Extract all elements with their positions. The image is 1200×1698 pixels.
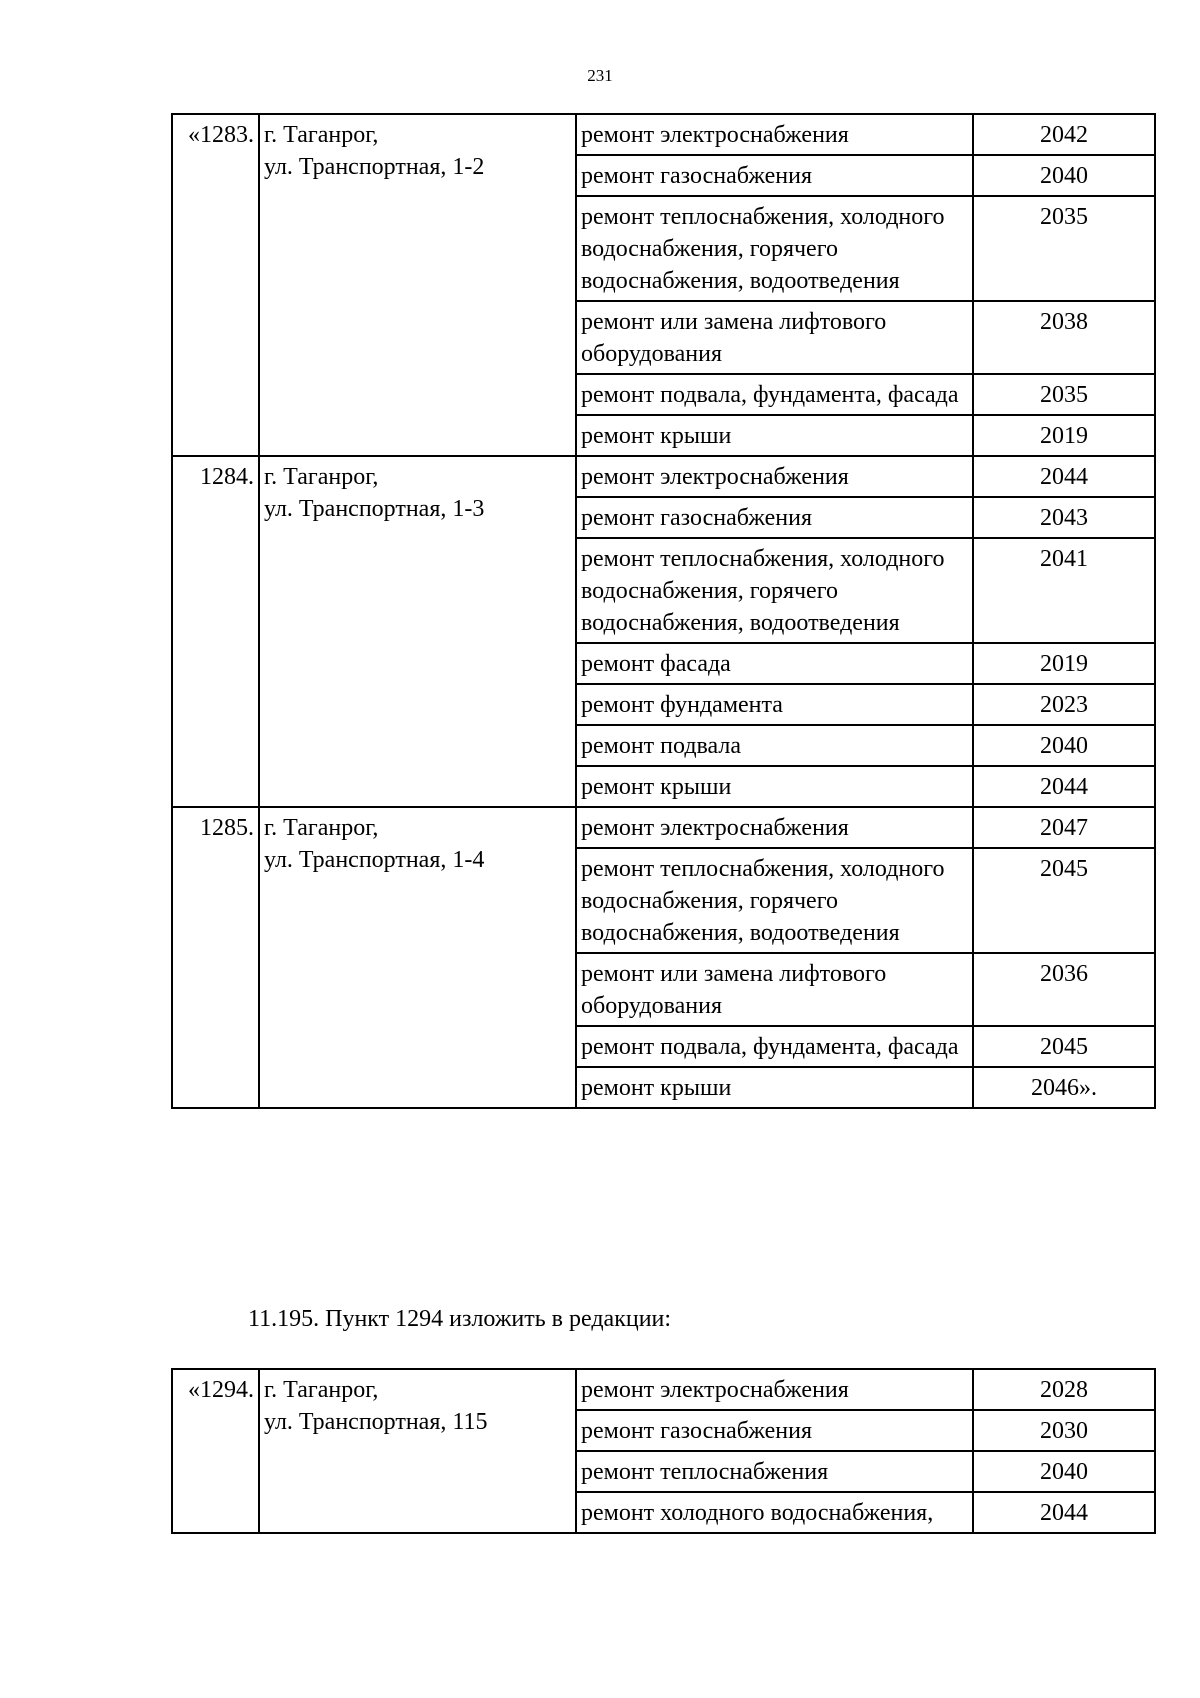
year-cell: 2041 [973, 538, 1155, 643]
work-type-cell: ремонт фундамента [576, 684, 973, 725]
year-cell: 2046». [973, 1067, 1155, 1108]
year-cell: 2040 [973, 1451, 1155, 1492]
work-type-cell: ремонт электроснабжения [576, 807, 973, 848]
work-type-cell: ремонт подвала [576, 725, 973, 766]
table-row [172, 114, 1155, 155]
year-cell: 2040 [973, 155, 1155, 196]
work-type-cell: ремонт электроснабжения [576, 114, 973, 155]
year-cell: 2045 [973, 1026, 1155, 1067]
work-type-cell: ремонт электроснабжения [576, 456, 973, 497]
page-number: 231 [587, 66, 613, 85]
year-cell: 2044 [973, 1492, 1155, 1533]
item-number: 1284. [172, 456, 259, 807]
year-cell: 2047 [973, 807, 1155, 848]
table-row [172, 807, 1155, 848]
item-number: «1294. [172, 1369, 259, 1533]
year-cell: 2030 [973, 1410, 1155, 1451]
year-cell: 2043 [973, 497, 1155, 538]
year-cell: 2042 [973, 114, 1155, 155]
year-cell: 2019 [973, 643, 1155, 684]
year-cell: 2045 [973, 848, 1155, 953]
address-cell: г. Таганрог, ул. Транспортная, 115 [259, 1369, 576, 1533]
work-type-cell: ремонт теплоснабжения, холодного водоснабжения, горячего водоснабжения, водоотведения [576, 538, 973, 643]
amendment-paragraph: 11.195. Пункт 1294 изложить в редакции: [248, 1306, 672, 1332]
work-type-cell: ремонт газоснабжения [576, 1410, 973, 1451]
work-type-cell: ремонт газоснабжения [576, 497, 973, 538]
amended-item-table [171, 1368, 1156, 1534]
year-cell: 2044 [973, 766, 1155, 807]
work-type-cell: ремонт теплоснабжения, холодного водоснабжения, горячего водоснабжения, водоотведения [576, 196, 973, 301]
work-type-cell: ремонт холодного водоснабжения, [576, 1492, 973, 1533]
item-number: 1285. [172, 807, 259, 1108]
work-type-cell: ремонт теплоснабжения, холодного водоснабжения, горячего водоснабжения, водоотведения [576, 848, 973, 953]
work-type-cell: ремонт крыши [576, 766, 973, 807]
work-type-cell: ремонт крыши [576, 1067, 973, 1108]
year-cell: 2038 [973, 301, 1155, 374]
table-row [172, 456, 1155, 497]
work-type-cell: ремонт теплоснабжения [576, 1451, 973, 1492]
work-type-cell: ремонт электроснабжения [576, 1369, 973, 1410]
year-cell: 2028 [973, 1369, 1155, 1410]
year-cell: 2023 [973, 684, 1155, 725]
year-cell: 2040 [973, 725, 1155, 766]
year-cell: 2035 [973, 374, 1155, 415]
work-type-cell: ремонт или замена лифтового оборудования [576, 301, 973, 374]
work-type-cell: ремонт газоснабжения [576, 155, 973, 196]
work-type-cell: ремонт крыши [576, 415, 973, 456]
item-number: «1283. [172, 114, 259, 456]
repair-schedule-table [171, 113, 1156, 1109]
work-type-cell: ремонт фасада [576, 643, 973, 684]
work-type-cell: ремонт подвала, фундамента, фасада [576, 374, 973, 415]
address-cell: г. Таганрог, ул. Транспортная, 1-3 [259, 456, 576, 807]
address-cell: г. Таганрог, ул. Транспортная, 1-4 [259, 807, 576, 1108]
year-cell: 2044 [973, 456, 1155, 497]
work-type-cell: ремонт подвала, фундамента, фасада [576, 1026, 973, 1067]
table-row [172, 1369, 1155, 1410]
year-cell: 2036 [973, 953, 1155, 1026]
work-type-cell: ремонт или замена лифтового оборудования [576, 953, 973, 1026]
year-cell: 2019 [973, 415, 1155, 456]
year-cell: 2035 [973, 196, 1155, 301]
address-cell: г. Таганрог, ул. Транспортная, 1-2 [259, 114, 576, 456]
